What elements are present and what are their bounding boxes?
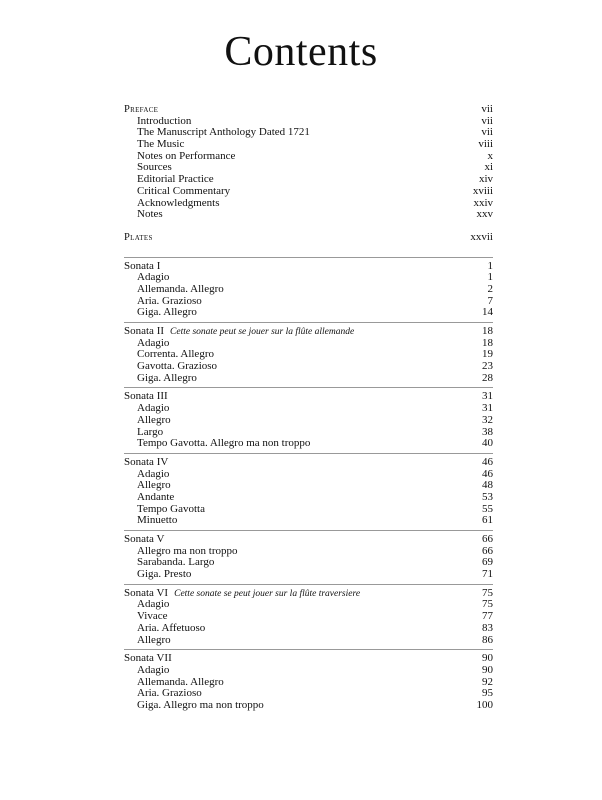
movement-page: 32 — [482, 413, 493, 426]
toc-entry-sonata[interactable] — [124, 534, 493, 546]
movement-page: 38 — [482, 425, 493, 438]
divider — [124, 530, 493, 531]
toc-entry[interactable] — [124, 209, 493, 221]
movement-page: 95 — [482, 687, 493, 700]
sonata-title: Sonata III — [124, 390, 168, 403]
movement-label: Adagio — [137, 271, 170, 284]
sonata-title: Sonata IV — [124, 455, 169, 468]
sonata-title: Sonata VI — [124, 586, 169, 599]
movement-page: 75 — [482, 598, 493, 611]
toc-entry-sonata[interactable] — [124, 653, 493, 665]
movement-page: 19 — [482, 348, 493, 361]
movement-label: Giga. Allegro ma non troppo — [137, 698, 264, 711]
movement-label: Correnta. Allegro — [137, 348, 214, 361]
movement-label: Adagio — [137, 336, 170, 349]
sonata-note: Cette sonate se peut jouer sur la flûte traversiere — [174, 588, 361, 599]
preface-heading: Preface — [124, 104, 159, 115]
movement-page: 92 — [482, 675, 493, 688]
toc-entry-movement[interactable] — [124, 700, 493, 712]
movement-label: Allemanda. Allegro — [137, 675, 224, 688]
toc-entry-label: Acknowledgments — [137, 196, 220, 209]
toc-entry-page: viii — [478, 138, 493, 151]
toc-entry-page: vii — [481, 126, 493, 139]
divider — [124, 387, 493, 388]
toc-entry-page: xviii — [472, 184, 493, 197]
toc-entry-sonata[interactable] — [124, 326, 493, 338]
movement-page: 71 — [482, 568, 493, 581]
toc-entry-movement[interactable] — [124, 307, 493, 319]
plates-heading: Plates — [124, 231, 153, 243]
table-of-contents — [124, 104, 493, 712]
movement-label: Allegro — [137, 479, 171, 492]
toc-entry-label: Introduction — [137, 114, 192, 127]
movement-page: 86 — [482, 633, 493, 646]
toc-entry[interactable] — [124, 198, 493, 210]
movement-page: 23 — [482, 360, 493, 373]
toc-entry-movement[interactable] — [124, 403, 493, 415]
sonata-title: Sonata V — [124, 533, 165, 545]
movement-label: Giga. Presto — [137, 568, 192, 581]
toc-entry-movement[interactable] — [124, 284, 493, 296]
toc-entry-movement[interactable] — [124, 569, 493, 581]
divider — [124, 453, 493, 454]
toc-entry-page: xiv — [478, 173, 493, 186]
movement-page: 46 — [482, 467, 493, 480]
movement-label: Allegro — [137, 633, 171, 646]
movement-label: Allegro — [137, 413, 171, 426]
movement-page: 69 — [482, 556, 493, 569]
sonata-page: 66 — [482, 533, 493, 545]
sonata-page: 90 — [482, 652, 493, 665]
toc-entry-label: Notes on Performance — [137, 149, 236, 162]
movement-page: 14 — [482, 306, 493, 319]
toc-entry-page: x — [487, 149, 493, 162]
movement-label: Tempo Gavotta. Allegro ma non troppo — [137, 437, 311, 450]
movement-page: 53 — [482, 490, 493, 503]
toc-entry[interactable] — [124, 139, 493, 151]
movement-page: 1 — [487, 271, 493, 284]
sonata-page: 46 — [482, 455, 493, 468]
movement-label: Gavotta. Grazioso — [137, 360, 218, 373]
toc-entry-movement[interactable] — [124, 373, 493, 385]
divider — [124, 649, 493, 650]
movement-label: Andante — [137, 490, 175, 503]
movement-label: Vivace — [137, 610, 168, 623]
movement-page: 66 — [482, 544, 493, 557]
toc-entry-movement[interactable] — [124, 665, 493, 677]
toc-entry-label: The Music — [137, 138, 185, 151]
movement-label: Giga. Allegro — [137, 371, 197, 384]
movement-page: 7 — [487, 294, 493, 307]
toc-entry-label: Notes — [137, 208, 163, 221]
toc-entry-sonata[interactable] — [124, 391, 493, 403]
movement-page: 18 — [482, 336, 493, 349]
toc-entry-page: xxiv — [473, 196, 493, 209]
toc-entry-plates[interactable] — [124, 232, 493, 244]
preface-page: vii — [481, 103, 493, 115]
toc-entry-movement[interactable] — [124, 492, 493, 504]
movement-label: Giga. Allegro — [137, 306, 197, 319]
toc-entry-movement[interactable] — [124, 361, 493, 373]
movement-label: Adagio — [137, 598, 170, 611]
divider — [124, 584, 493, 585]
toc-entry-sonata[interactable] — [124, 261, 493, 273]
sonata-title: Sonata II — [124, 325, 165, 337]
movement-label: Aria. Grazioso — [137, 294, 202, 307]
movement-label: Tempo Gavotta — [137, 502, 205, 515]
toc-entry[interactable] — [124, 151, 493, 163]
movement-label: Aria. Affetuoso — [137, 621, 206, 634]
sonata-page: 75 — [482, 586, 493, 599]
sonata-note: Cette sonate peut se jouer sur la flûte allemande — [170, 327, 355, 337]
toc-entry-label: Sources — [137, 161, 172, 174]
movement-label: Sarabanda. Largo — [137, 556, 215, 569]
sonata-list — [124, 261, 493, 712]
toc-entry-sonata[interactable] — [124, 588, 493, 600]
toc-entry-movement[interactable] — [124, 504, 493, 516]
toc-entry-movement[interactable] — [124, 515, 493, 527]
plates-page: xxvii — [470, 230, 493, 243]
sonata-page: 1 — [487, 259, 493, 272]
toc-entry-movement[interactable] — [124, 415, 493, 427]
sonata-title-group — [124, 534, 164, 546]
toc-entry-page: xxv — [476, 208, 493, 221]
sonata-page: 18 — [482, 325, 493, 337]
toc-entry-preface[interactable] — [124, 104, 493, 116]
movement-label: Allegro ma non troppo — [137, 544, 238, 557]
toc-entry-movement[interactable] — [124, 480, 493, 492]
movement-page: 61 — [482, 514, 493, 527]
movement-page: 77 — [482, 610, 493, 623]
divider — [124, 322, 493, 323]
sonata-title: Sonata VII — [124, 652, 172, 665]
movement-label: Largo — [137, 425, 164, 438]
sonata-title-group — [124, 457, 168, 469]
toc-entry-sonata[interactable] — [124, 457, 493, 469]
movement-page: 90 — [482, 663, 493, 676]
movement-label: Adagio — [137, 402, 170, 415]
toc-entry-movement[interactable] — [124, 635, 493, 647]
movement-page: 2 — [487, 282, 493, 295]
sonata-page: 31 — [482, 390, 493, 403]
movement-page: 83 — [482, 621, 493, 634]
toc-entry-movement[interactable] — [124, 469, 493, 481]
divider — [124, 257, 493, 258]
toc-entry-page: vii — [481, 114, 493, 127]
movement-page: 40 — [482, 437, 493, 450]
movement-page: 48 — [482, 479, 493, 492]
page-title: Contents — [224, 29, 378, 75]
toc-entry-movement[interactable] — [124, 438, 493, 450]
sonata-title: Sonata I — [124, 259, 161, 272]
movement-page: 100 — [476, 698, 493, 711]
toc-entry-page: xi — [484, 161, 493, 174]
movement-page: 31 — [482, 402, 493, 415]
toc-entry-label: The Manuscript Anthology Dated 1721 — [137, 126, 310, 139]
movement-page: 28 — [482, 371, 493, 384]
movement-label: Minuetto — [137, 514, 178, 527]
movement-label: Adagio — [137, 663, 170, 676]
movement-page: 55 — [482, 502, 493, 515]
toc-entry-label: Editorial Practice — [137, 173, 214, 186]
toc-entry-label: Critical Commentary — [137, 184, 231, 197]
toc-entry[interactable] — [124, 186, 493, 198]
movement-label: Adagio — [137, 467, 170, 480]
movement-label: Aria. Grazioso — [137, 687, 202, 700]
movement-label: Allemanda. Allegro — [137, 282, 224, 295]
toc-entry-movement[interactable] — [124, 623, 493, 635]
toc-entry-movement[interactable] — [124, 599, 493, 611]
